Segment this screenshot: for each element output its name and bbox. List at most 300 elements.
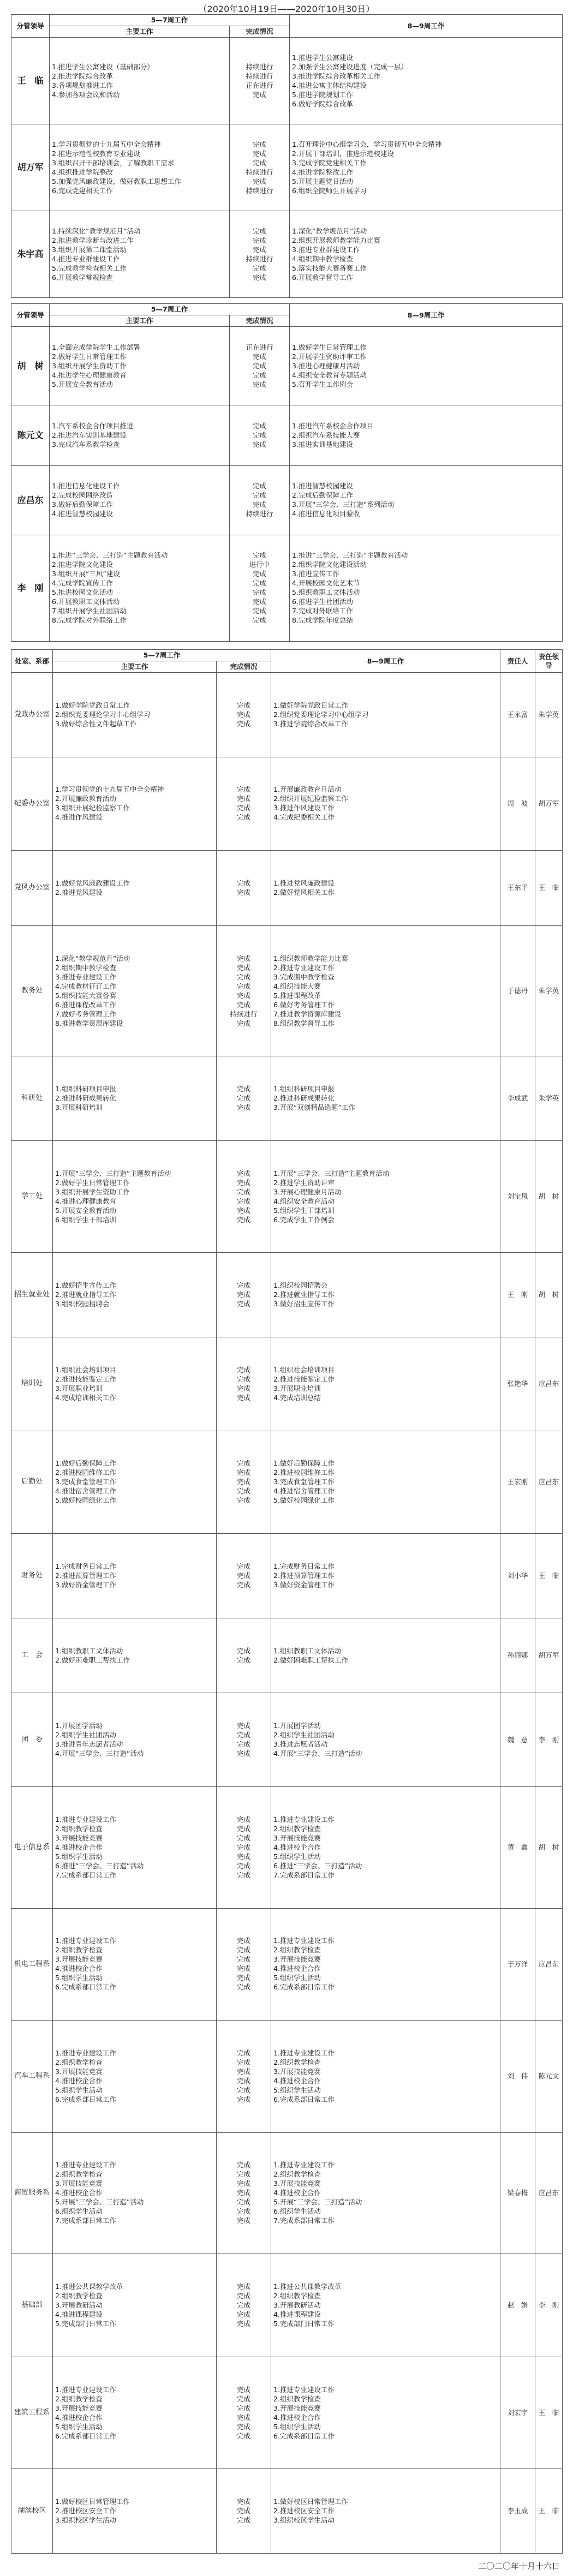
- next-work-item: 7.推进教学资源库建设: [273, 1009, 342, 1018]
- status-item: 完成: [236, 2198, 250, 2207]
- status-item: 持续进行: [246, 168, 273, 176]
- status-list: [230, 465, 290, 535]
- work-item: 5.加强党风廉政建设，做好教职工思想工作: [52, 177, 181, 186]
- next-work-item: 8.完成学院年度总结: [292, 616, 353, 625]
- status-item: 完成: [252, 616, 266, 625]
- work-item: 7.组织开展学生社团活动: [52, 607, 127, 615]
- work-item: 1.推进学生公寓建设（基础部分）: [52, 62, 154, 71]
- next-work-list: [271, 2357, 500, 2469]
- dept-name: 机电工程系: [11, 1908, 53, 2021]
- status-item: 完成: [236, 2179, 250, 2188]
- next-work-item: 2.组织学院文化建设活动: [292, 560, 367, 569]
- current-work-list: [50, 38, 230, 124]
- current-work-list: [53, 2132, 217, 2254]
- status-item: 完成: [252, 491, 266, 500]
- work-item: 2.组织教学检查: [55, 1946, 103, 1955]
- status-list: [217, 1534, 271, 1618]
- status-item: 完成: [236, 2394, 250, 2403]
- status-item: 完成: [236, 1983, 250, 1992]
- resp-leader-name: 李 刚: [535, 1693, 563, 1787]
- col-main-header-3: 主要工作: [53, 661, 217, 673]
- col-main-header-2: 主要工作: [50, 315, 230, 327]
- status-item: 完成: [236, 972, 250, 981]
- current-work-list: [50, 535, 230, 641]
- status-item: 完成: [236, 2048, 250, 2057]
- work-item: 3.做好综合性文件起草工作: [55, 719, 137, 728]
- work-item: 1.推进“三学会、三打造”主题教育活动: [52, 551, 168, 560]
- next-work-item: 2.推进就业指导工作: [273, 1290, 335, 1299]
- status-item: 完成: [236, 710, 250, 719]
- status-list: [217, 2357, 271, 2469]
- work-item: 2.推进校园维修工作: [55, 1468, 116, 1477]
- status-item: 完成: [252, 579, 266, 588]
- status-list: [230, 124, 290, 211]
- next-work-item: 4.开展“三学会、三打造”活动: [273, 1749, 362, 1758]
- next-work-item: 3.开展技能竞赛: [273, 2067, 321, 2076]
- next-work-item: 3.完成学院党建相关工作: [292, 158, 367, 167]
- status-list: [217, 2021, 271, 2133]
- work-item: 3.组织召开干部培训会，了解教职工需求: [52, 158, 175, 167]
- dept-row: [11, 1618, 563, 1693]
- status-item: 完成: [252, 597, 266, 606]
- next-work-list: [271, 2469, 500, 2554]
- dept-row: [11, 1534, 563, 1618]
- current-work-list: [50, 465, 230, 535]
- status-list: [217, 1618, 271, 1693]
- work-item: 6.开展教职工文体活动: [52, 597, 120, 606]
- status-item: 完成: [236, 804, 250, 812]
- resp-leader-name: 胡 树: [535, 1786, 563, 1908]
- next-work-item: 2.完成后勤保障工作: [292, 491, 353, 500]
- dept-row: [11, 1693, 563, 1787]
- status-list: [217, 851, 271, 926]
- next-work-item: 3.开展技能竞赛: [273, 1833, 321, 1842]
- next-work-list: [271, 2021, 500, 2133]
- next-work-item: 3.推进宣传工作: [292, 570, 339, 578]
- work-item: 6.完成系部日常工作: [55, 2095, 116, 2103]
- next-work-item: 4.推进公寓主体结构建设: [292, 81, 367, 89]
- owner-name: 梁春梅: [500, 2132, 535, 2254]
- work-item: 5.组织学生活动: [55, 2085, 103, 2094]
- work-item: 1.推进专业建设工作: [55, 1937, 116, 1945]
- status-item: 完成: [236, 1580, 250, 1589]
- next-work-item: 1.推进党风廉政建设: [273, 878, 335, 887]
- status-item: 完成: [252, 370, 266, 379]
- status-item: 完成: [236, 1974, 250, 1982]
- work-item: 3.开展技能竞赛: [55, 2067, 103, 2076]
- next-work-item: 1.推进专业建设工作: [273, 2161, 335, 2169]
- next-work-item: 2.推进学生资助评审: [273, 1178, 335, 1187]
- dept-name: 教务处: [11, 925, 53, 1056]
- current-work-list: [53, 1431, 217, 1534]
- current-work-list: [50, 327, 230, 405]
- work-item: 5.开展安全教育活动: [55, 1206, 116, 1215]
- owner-name: 王宏刚: [500, 1431, 535, 1534]
- status-item: 完成: [236, 1085, 250, 1093]
- status-item: 完成: [252, 361, 266, 370]
- next-work-item: 1.推进汽车系校企合作项目: [292, 421, 374, 430]
- resp-leader-name: 陈元文: [535, 2021, 563, 2133]
- work-item: 1.汽车系校企合作项目推进: [52, 421, 134, 430]
- work-item: 4.完成学院宣传工作: [52, 579, 113, 588]
- next-work-item: 5.召开学生工作例会: [292, 380, 353, 389]
- status-item: 完成: [252, 440, 266, 449]
- resp-leader-name: 应昌东: [535, 2132, 563, 2254]
- status-item: 持续进行: [246, 254, 273, 263]
- status-item: 完成: [236, 1496, 250, 1505]
- next-work-item: 6.组织学生活动: [273, 2207, 321, 2216]
- status-item: 完成: [252, 380, 266, 389]
- current-work-list: [53, 1337, 217, 1431]
- status-item: 完成: [236, 1206, 250, 1215]
- dept-name: 培训处: [11, 1337, 53, 1431]
- work-item: 4.推进学生心理健康教育: [52, 370, 127, 379]
- next-work-item: 2.开展学生资助评审工作: [292, 352, 367, 361]
- status-list: [230, 327, 290, 405]
- next-work-item: 6.做好考务管理工作: [273, 1000, 335, 1009]
- next-work-item: 5.组织教职工文体活动: [292, 588, 360, 597]
- status-item: 完成: [236, 2497, 250, 2506]
- next-work-list: [271, 1693, 500, 1787]
- resp-leader-name: 朱学英: [535, 1056, 563, 1141]
- leader-row: [11, 465, 563, 535]
- work-item: 2.推进学院综合改革: [52, 71, 113, 80]
- work-item: 1.组织社会培训项目: [55, 1365, 116, 1374]
- dept-row: [11, 2021, 563, 2133]
- next-work-item: 2.组织教学检查: [273, 2394, 321, 2403]
- work-item: 4.组织推进学院整改: [52, 168, 113, 176]
- leaders-table-2: [11, 303, 563, 642]
- work-item: 4.参加各项会议和活动: [52, 90, 120, 99]
- owner-name: 王东平: [500, 851, 535, 926]
- work-item: 5.开展“三学会、三打造”活动: [55, 2198, 144, 2207]
- status-item: 完成: [236, 1019, 250, 1027]
- dept-row: [11, 1056, 563, 1141]
- status-item: 完成: [236, 2292, 250, 2300]
- dept-row: [11, 1431, 563, 1534]
- status-item: 完成: [236, 2161, 250, 2169]
- current-work-list: [53, 1693, 217, 1787]
- next-work-item: 2.推进科研成果转化: [273, 1094, 335, 1103]
- resp-leader-name: 王 临: [535, 851, 563, 926]
- current-work-list: [53, 925, 217, 1056]
- work-item: 1.开展团学活动: [55, 1722, 103, 1730]
- owner-name: 刘小华: [500, 1534, 535, 1618]
- work-item: 5.完成教学检查相关工作: [52, 264, 127, 272]
- resp-leader-name: 胡万军: [535, 1618, 563, 1693]
- next-work-list: [290, 38, 563, 124]
- work-item: 3.开展技能竞赛: [55, 2404, 103, 2412]
- status-item: 完成: [236, 1197, 250, 1205]
- status-item: 完成: [236, 1169, 250, 1178]
- status-item: 完成: [252, 140, 266, 148]
- next-work-item: 3.推进专业群建设工作: [292, 245, 360, 254]
- next-work-item: 4.完成纪委相关工作: [273, 813, 335, 822]
- status-item: 完成: [236, 963, 250, 972]
- work-item: 4.完成教材征订工作: [55, 982, 116, 990]
- current-work-list: [50, 405, 230, 465]
- next-work-item: 1.组织社会培训项目: [273, 1365, 335, 1374]
- dept-name: 纪委办公室: [11, 757, 53, 851]
- work-item: 6.完成系部日常工作: [55, 2431, 116, 2440]
- owner-name: 魏 意: [500, 1693, 535, 1787]
- work-item: 2.完成校园网络改造: [52, 491, 113, 500]
- work-item: 2.推进技能鉴定工作: [55, 1374, 116, 1383]
- current-work-list: [53, 757, 217, 851]
- owner-name: 刘 伟: [500, 2021, 535, 2133]
- owner-name: 王 刚: [500, 1253, 535, 1337]
- next-work-item: 3.推进志愿者活动: [273, 1740, 328, 1749]
- dept-row: [11, 673, 563, 757]
- status-item: 正在进行: [246, 81, 273, 89]
- status-item: 完成: [252, 158, 266, 167]
- next-work-item: 1.组织校园招聘会: [273, 1281, 328, 1290]
- current-work-list: [50, 124, 230, 211]
- status-list: [217, 2254, 271, 2357]
- status-item: 完成: [236, 1964, 250, 1973]
- status-item: 完成: [236, 2282, 250, 2291]
- next-work-list: [271, 925, 500, 1056]
- work-item: 3.组织开展纪检监察工作: [55, 804, 130, 812]
- next-work-list: [271, 1908, 500, 2021]
- dept-row: [11, 851, 563, 926]
- status-item: 持续进行: [246, 510, 273, 518]
- work-item: 4.推进校企合作: [55, 1964, 103, 1973]
- next-work-list: [290, 535, 563, 641]
- next-work-item: 3.推进作风建设工作: [273, 804, 335, 812]
- next-work-item: 5.开展“三学会、三打造”活动: [273, 2198, 362, 2207]
- next-work-item: 4.组织安全教育专题活动: [292, 370, 367, 379]
- next-work-item: 1.做好学生日常管理工作: [292, 343, 367, 351]
- next-work-item: 2.组织教学检查: [273, 1946, 321, 1955]
- leader-name: 王 临: [11, 38, 50, 124]
- status-list: [217, 757, 271, 851]
- next-work-item: 5.组织学生干部培训: [273, 1206, 335, 1215]
- status-item: 完成: [236, 1487, 250, 1496]
- next-work-item: 4.完成培训总结: [273, 1393, 321, 1402]
- work-item: 8.完成学院对外联络工作: [52, 616, 127, 625]
- status-list: [230, 211, 290, 298]
- col-thisweek-header-3: 5—7周工作: [53, 650, 271, 661]
- work-item: 5.完成部门日常工作: [55, 2320, 116, 2328]
- status-item: 完成: [236, 1852, 250, 1861]
- work-item: 1.持续深化“教学规范月”活动: [52, 226, 141, 235]
- status-item: 完成: [236, 2385, 250, 2394]
- work-item: 1.做好招生宣传工作: [55, 1281, 116, 1290]
- status-item: 完成: [236, 1722, 250, 1730]
- status-item: 完成: [236, 1833, 250, 1842]
- status-item: 完成: [236, 1824, 250, 1833]
- next-work-item: 1.推进“三学会、三打造”主题教育活动: [292, 551, 408, 560]
- work-item: 6.组织学生干部培训: [55, 1215, 116, 1224]
- dept-name: 后勤处: [11, 1431, 53, 1534]
- status-item: 完成: [236, 1103, 250, 1112]
- next-work-item: 2.组织开展教师教学能力比赛: [292, 236, 380, 244]
- work-item: 1.学习贯彻党的十九届五中全会精神: [55, 785, 164, 794]
- next-work-item: 5.组织学生活动: [273, 1852, 321, 1861]
- next-work-item: 2.做好困难职工帮扶工作: [273, 1655, 348, 1664]
- work-item: 4.开展“三学会、三打造”活动: [55, 1749, 144, 1758]
- work-item: 3.做好后勤保障工作: [52, 500, 113, 509]
- status-item: 完成: [252, 431, 266, 439]
- status-item: 完成: [236, 1393, 250, 1402]
- current-work-list: [53, 1618, 217, 1693]
- work-item: 3.推进专业建设工作: [55, 972, 116, 981]
- work-item: 1.推进专业建设工作: [55, 2161, 116, 2169]
- work-item: 4.推进宿舍管理工作: [55, 1487, 116, 1496]
- next-work-item: 4.推进学院整改工作: [292, 168, 353, 176]
- next-work-item: 7.完成系部日常工作: [273, 2216, 335, 2225]
- period-heading: （2020年10月19日——2020年10月30日）: [198, 4, 375, 14]
- work-item: 3.开展职业培训: [55, 1384, 103, 1392]
- status-list: [217, 1253, 271, 1337]
- resp-leader-name: 李 刚: [535, 2254, 563, 2357]
- leader-name: 陈元文: [11, 405, 50, 465]
- next-work-item: 4.开展校园文化艺术节: [292, 579, 360, 588]
- work-item: 2.组织期中教学检查: [55, 963, 116, 972]
- next-work-item: 1.开展廉政教育月活动: [273, 785, 342, 794]
- status-item: 完成: [236, 794, 250, 803]
- status-item: 完成: [236, 2413, 250, 2422]
- current-work-list: [53, 1534, 217, 1618]
- status-item: 完成: [236, 2067, 250, 2076]
- dept-name: 团 委: [11, 1693, 53, 1787]
- work-item: 1.全面完成学院学生工作部署: [52, 343, 140, 351]
- next-work-item: 6.完成系部日常工作: [273, 2431, 335, 2440]
- status-item: 完成: [252, 551, 266, 560]
- leader-row: [11, 124, 563, 211]
- owner-name: 黄 鑫: [500, 1786, 535, 1908]
- dept-name: 湖滨校区: [11, 2469, 53, 2554]
- next-work-item: 2.推进校园维修工作: [273, 1468, 335, 1477]
- status-item: 完成: [252, 352, 266, 361]
- status-list: [230, 38, 290, 124]
- next-work-item: 5.组织学生活动: [273, 2085, 321, 2094]
- next-work-item: 3.完成食堂管理工作: [273, 1478, 335, 1486]
- next-work-item: 1.推进学生公寓建设: [292, 53, 353, 62]
- work-item: 8.推进教学资源库建设: [55, 1019, 123, 1027]
- status-item: 完成: [236, 2320, 250, 2328]
- leader-name: 朱宇高: [11, 211, 50, 298]
- next-work-item: 1.完成财务日常工作: [273, 1562, 335, 1570]
- work-item: 2.推进预算管理工作: [55, 1571, 116, 1580]
- next-work-item: 3.开展技能竞赛: [273, 1955, 321, 1964]
- work-item: 3.组织开展学生资助工作: [55, 1187, 130, 1196]
- status-list: [217, 673, 271, 757]
- resp-leader-name: 胡万军: [535, 757, 563, 851]
- status-item: 完成: [236, 1300, 250, 1308]
- current-work-list: [53, 2357, 217, 2469]
- work-item: 2.组织教学检查: [55, 2394, 103, 2403]
- next-work-item: 1.做好学院党政日常工作: [273, 701, 348, 709]
- status-item: 完成: [236, 1740, 250, 1749]
- status-item: 完成: [236, 1290, 250, 1299]
- work-item: 2.做好学生日常管理工作: [52, 352, 127, 361]
- next-work-item: 5.完成部门日常工作: [273, 2320, 335, 2328]
- next-work-item: 2.组织教学检查: [273, 2170, 321, 2179]
- work-item: 1.完成财务日常工作: [55, 1562, 116, 1570]
- col-thisweek-header: 5—7周工作: [50, 15, 290, 26]
- owner-name: 刘宝凤: [500, 1140, 535, 1253]
- status-list: [217, 1693, 271, 1787]
- owner-name: 张艳华: [500, 1337, 535, 1431]
- current-work-list: [53, 1056, 217, 1141]
- resp-leader-name: 应昌东: [535, 1908, 563, 2021]
- work-item: 4.推进校企合作: [55, 2076, 103, 2085]
- status-item: 完成: [236, 2095, 250, 2103]
- current-work-list: [53, 673, 217, 757]
- current-work-list: [50, 211, 230, 298]
- status-item: 完成: [236, 878, 250, 887]
- resp-leader-name: 胡 树: [535, 1140, 563, 1253]
- work-item: 2.做好困难职工帮扶工作: [55, 1655, 130, 1664]
- leader-name: 胡万军: [11, 124, 50, 211]
- status-item: 完成: [252, 226, 266, 235]
- current-work-list: [53, 1908, 217, 2021]
- next-work-item: 3.开展技能竞赛: [273, 2179, 321, 2188]
- work-item: 6.完成系部日常工作: [55, 1983, 116, 1992]
- owner-name: 王永富: [500, 673, 535, 757]
- next-work-item: 2.推进预算管理工作: [273, 1571, 335, 1580]
- work-item: 2.推进示范性校教育专业建设: [52, 149, 140, 158]
- work-item: 1.推进信息化建设工作: [52, 482, 120, 491]
- resp-leader-name: 胡 树: [535, 1253, 563, 1337]
- next-work-item: 1.推进专业建设工作: [273, 2048, 335, 2057]
- status-item: 完成: [236, 2189, 250, 2197]
- work-item: 6.推进“三学会、三打造”活动: [55, 1861, 144, 1870]
- next-work-item: 3.完成期中教学检查: [273, 972, 335, 981]
- resp-leader-name: 王 临: [535, 1534, 563, 1618]
- current-work-list: [53, 2469, 217, 2554]
- next-work-item: 6.推进学生社团活动: [292, 597, 353, 606]
- status-item: 完成: [252, 236, 266, 244]
- status-item: 完成: [252, 245, 266, 254]
- leader-row: [11, 327, 563, 405]
- next-work-item: 4.推进校企合作: [273, 2189, 321, 2197]
- status-item: 完成: [236, 2301, 250, 2310]
- work-item: 5.推进校园文化活动: [52, 588, 113, 597]
- status-item: 完成: [236, 991, 250, 1000]
- status-item: 完成: [236, 1731, 250, 1740]
- next-work-item: 3.组织校区学生活动: [273, 2516, 335, 2525]
- work-item: 1.组织教职工文体活动: [55, 1646, 123, 1655]
- work-item: 6.组织学生活动: [55, 2207, 103, 2216]
- status-item: 完成: [236, 1843, 250, 1851]
- status-item: 完成: [236, 1478, 250, 1486]
- next-work-item: 1.组织教职工文体活动: [273, 1646, 342, 1655]
- next-work-item: 6.推进“三学会、三打造”活动: [273, 1861, 362, 1870]
- col-leader-header: 分管领导: [11, 15, 50, 38]
- dept-name: 汽车工程系: [11, 2021, 53, 2133]
- work-item: 2.开展廉政教育活动: [55, 794, 116, 803]
- work-item: 1.推进公共课教学改革: [55, 2282, 123, 2291]
- next-work-item: 2.加强学生公寓建设进度（完成一层）: [292, 62, 408, 71]
- work-item: 2.推进就业指导工作: [55, 1290, 116, 1299]
- next-work-item: 1.开展“三学会、三打造”主题教育活动: [273, 1169, 390, 1178]
- next-work-item: 1.组织科研项目申报: [273, 1085, 335, 1093]
- work-item: 3.各项规划推进工作: [52, 81, 113, 89]
- work-item: 3.组织开展“三风”建设: [52, 570, 120, 578]
- status-item: 完成: [236, 1571, 250, 1580]
- next-work-item: 1.推进专业建设工作: [273, 1815, 335, 1824]
- status-item: 完成: [252, 421, 266, 430]
- status-item: 完成: [236, 1955, 250, 1964]
- dept-name: 建筑工程系: [11, 2357, 53, 2469]
- status-item: 完成: [236, 954, 250, 963]
- next-work-item: 5.推进学院规划工作: [292, 90, 353, 99]
- current-work-list: [53, 1253, 217, 1337]
- status-list: [217, 1337, 271, 1431]
